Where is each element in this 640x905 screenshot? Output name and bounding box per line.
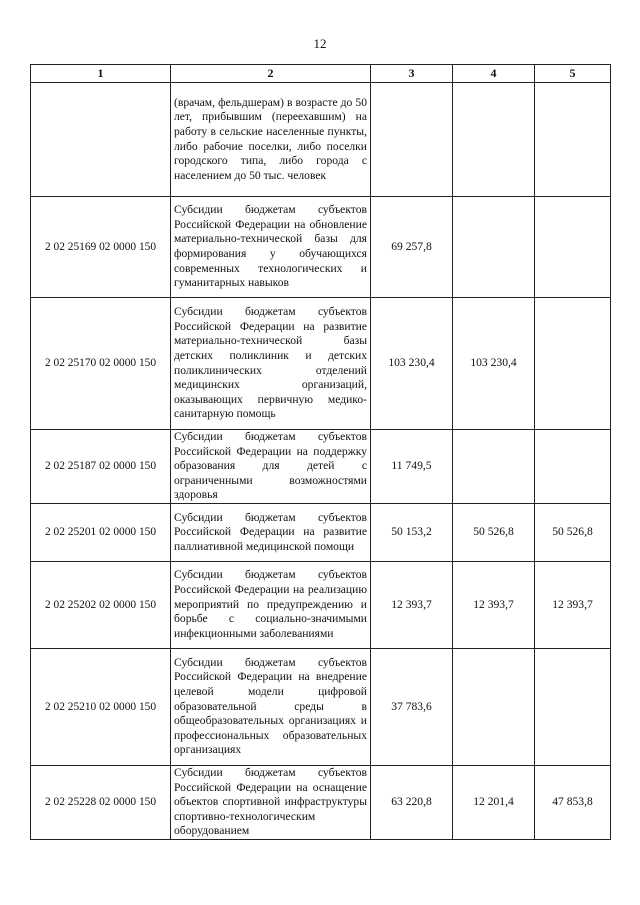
amount-col3 xyxy=(371,83,453,197)
budget-code: 2 02 25201 02 0000 150 xyxy=(31,503,171,561)
budget-code: 2 02 25187 02 0000 150 xyxy=(31,430,171,504)
amount-col4: 50 526,8 xyxy=(453,503,535,561)
amount-col3: 12 393,7 xyxy=(371,561,453,648)
amount-col5: 47 853,8 xyxy=(535,765,611,839)
header-col-1: 1 xyxy=(31,65,171,83)
header-col-3: 3 xyxy=(371,65,453,83)
amount-col3: 37 783,6 xyxy=(371,648,453,765)
table-row xyxy=(31,430,611,504)
table-row xyxy=(31,83,611,197)
budget-code: 2 02 25228 02 0000 150 xyxy=(31,765,171,839)
description: Субсидии бюджетам субъектов Российской Федерации на развитие материально-технической базы детских поликлиник и детских поликлинических отделений медицинских организаций, оказывающих первичную медико-санитарную помощь xyxy=(171,298,371,430)
amount-col4 xyxy=(453,83,535,197)
amount-col5 xyxy=(535,430,611,504)
amount-col4: 12 393,7 xyxy=(453,561,535,648)
page-number: 12 xyxy=(313,36,327,51)
amount-col3: 50 153,2 xyxy=(371,503,453,561)
amount-col5 xyxy=(535,648,611,765)
description: Субсидии бюджетам субъектов Российской Федерации на реализацию мероприятий по предупреждению и борьбе с социально-значимыми инфекционными заболеваниями xyxy=(171,561,371,648)
amount-col5: 50 526,8 xyxy=(535,503,611,561)
description: Субсидии бюджетам субъектов Российской Федерации на развитие паллиативной медицинской помощи xyxy=(171,503,371,561)
description: Субсидии бюджетам субъектов Российской Федерации на оснащение объектов спортивной инфраструктуры спортивно-технологическим оборудованием xyxy=(171,765,371,839)
amount-col3: 103 230,4 xyxy=(371,298,453,430)
amount-col3: 63 220,8 xyxy=(371,765,453,839)
header-col-4: 4 xyxy=(453,65,535,83)
amount-col5 xyxy=(535,298,611,430)
description: Субсидии бюджетам субъектов Российской Федерации на поддержку образования для детей с ограниченными возможностями здоровья xyxy=(171,430,371,504)
amount-col4: 12 201,4 xyxy=(453,765,535,839)
table-row xyxy=(31,197,611,298)
description: Субсидии бюджетам субъектов Российской Федерации на внедрение целевой модели цифровой образовательной среды в общеобразовательных организациях и профессиональных образовательных организациях xyxy=(171,648,371,765)
budget-code: 2 02 25169 02 0000 150 xyxy=(31,197,171,298)
header-col-5: 5 xyxy=(535,65,611,83)
amount-col4 xyxy=(453,648,535,765)
description: Субсидии бюджетам субъектов Российской Федерации на обновление материально-технической базы для формирования у обучающихся современных технологических и гуманитарных навыков xyxy=(171,197,371,298)
table-row xyxy=(31,648,611,765)
header-col-2: 2 xyxy=(171,65,371,83)
budget-table xyxy=(30,64,611,840)
table-row xyxy=(31,298,611,430)
description: (врачам, фельдшерам) в возрасте до 50 лет, прибывшим (переехавшим) на работу в сельские населенные пункты, либо рабочие поселки, либо поселки городского типа, либо города с населением до 50 тыс. человек xyxy=(171,83,371,197)
amount-col4 xyxy=(453,197,535,298)
amount-col4 xyxy=(453,430,535,504)
amount-col5: 12 393,7 xyxy=(535,561,611,648)
amount-col5 xyxy=(535,197,611,298)
budget-code: 2 02 25170 02 0000 150 xyxy=(31,298,171,430)
table-row xyxy=(31,561,611,648)
amount-col5 xyxy=(535,83,611,197)
budget-code: 2 02 25210 02 0000 150 xyxy=(31,648,171,765)
amount-col3: 11 749,5 xyxy=(371,430,453,504)
amount-col4: 103 230,4 xyxy=(453,298,535,430)
table-row xyxy=(31,765,611,839)
budget-code: 2 02 25202 02 0000 150 xyxy=(31,561,171,648)
budget-code xyxy=(31,83,171,197)
header-row xyxy=(31,65,611,83)
table-row xyxy=(31,503,611,561)
amount-col3: 69 257,8 xyxy=(371,197,453,298)
